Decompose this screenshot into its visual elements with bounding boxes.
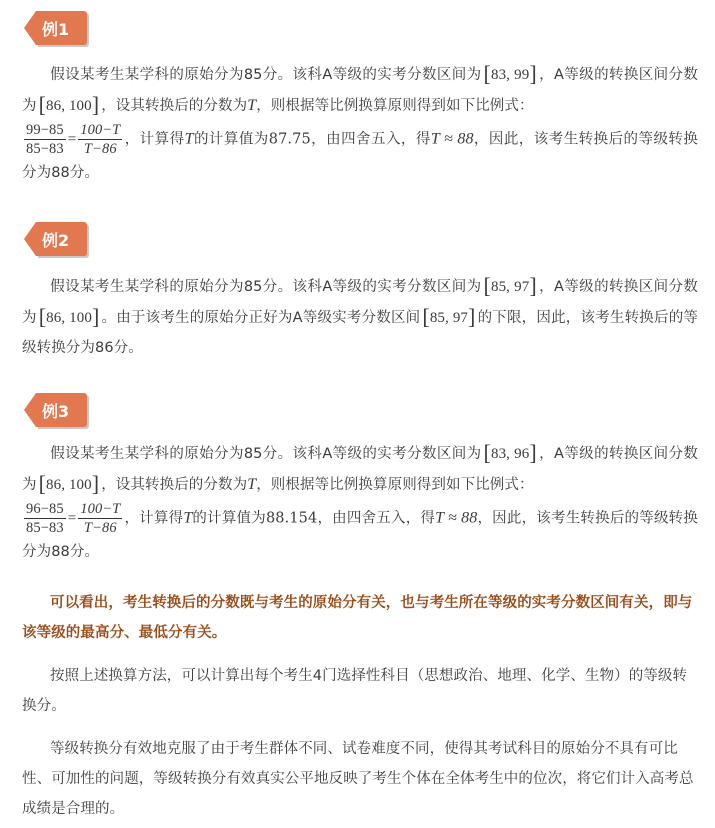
example-3-label: 例3 xyxy=(36,393,87,427)
fraction-left: $\frac{99-85}{85-83}$ xyxy=(26,122,64,157)
example-1-tag xyxy=(24,11,87,45)
tag-arrow-shape xyxy=(24,11,36,45)
interval-converted: [86, 100] xyxy=(38,304,100,329)
example-2-paragraph: 假设某考生某学科的原始分为85分。该科A等级的实考分数区间为[85, 97] ，A等级的转换区间分数为[86, 100] 。由于该考生的原始分正好为A等级实考分数区间[85, 97] 的下限，因此，该考生转换后的等级转换分为86分。 xyxy=(22,273,699,356)
tag-arrow-shape xyxy=(24,393,36,427)
summary-paragraph: 等级转换分有效地克服了由于考生群体不同、试卷难度不同，使得其考试科目的原始分不具有可比性、可加性的问题，等级转换分有效真实公平地反映了考生个体在全体考生中的位次，将它们计入高考总成绩是合理的。 xyxy=(22,741,694,817)
fraction-right: $\frac{100-T}{T-86}$ xyxy=(80,501,121,536)
method-paragraph: 按照上述换算方法，可以计算出每个考生4门选择性科目（思想政治、地理、化学、生物）的等级转换分。 xyxy=(22,668,688,714)
tag-arrow-shape xyxy=(24,222,36,256)
fraction-right: $\frac{100-T}{T-86}$ xyxy=(80,122,121,157)
interval-actual: [83, 96] xyxy=(483,440,537,465)
interval-converted: [86, 100] xyxy=(38,92,100,117)
fraction-left: $\frac{96-85}{85-83}$ xyxy=(26,501,64,536)
calculated-value: 88.154 xyxy=(265,510,318,527)
variable-t: T xyxy=(247,97,257,114)
approx-result: T ≈ 88 xyxy=(430,130,474,148)
variable-t: T xyxy=(247,476,257,493)
example-2-label: 例2 xyxy=(36,222,87,256)
interval-actual: [83, 99] xyxy=(483,61,537,86)
interval-actual-ref: [85, 97] xyxy=(422,304,476,329)
interval-actual: [85, 97] xyxy=(483,273,537,298)
approx-result: T ≈ 88 xyxy=(435,509,478,527)
interval-converted: [86, 100] xyxy=(38,471,100,496)
calculated-value: 87.75 xyxy=(268,131,311,148)
example-1-label: 例1 xyxy=(36,11,87,45)
example-2-tag xyxy=(24,222,87,256)
highlight-conclusion: 可以看出，考生转换后的分数既与考生的原始分有关，也与考生所在等级的实考分数区间有关，即与该等级的最高分、最低分有关。 xyxy=(22,595,693,641)
example-1-paragraph: 假设某考生某学科的原始分为85分。该科A等级的实考分数区间为[83, 99] ，A等级的转换区间分数为[86, 100] ，设其转换后的分数为T，则根据等比例换算原则得到如下比例式： $\frac{99-85}{85-83}$ = $\frac{100-T}{T-86}$ ，计算得T的计算值为87.75，由四舍五入，得T ≈ 88，因此，该考生转换后的等级转换分为88分。 xyxy=(22,61,699,181)
example-3-tag xyxy=(24,393,87,427)
example-3-paragraph: 假设某考生某学科的原始分为85分。该科A等级的实考分数区间为[83, 96] ，A等级的转换区间分数为[86, 100] ，设其转换后的分数为T，则根据等比例换算原则得到如下比例式： $\frac{96-85}{85-83}$ = $\frac{100-T}{T-86}$ ，计算得T的计算值为88.154，由四舍五入，得T ≈ 88，因此，该考生转换后的等级转换分为88分。 xyxy=(22,440,699,560)
